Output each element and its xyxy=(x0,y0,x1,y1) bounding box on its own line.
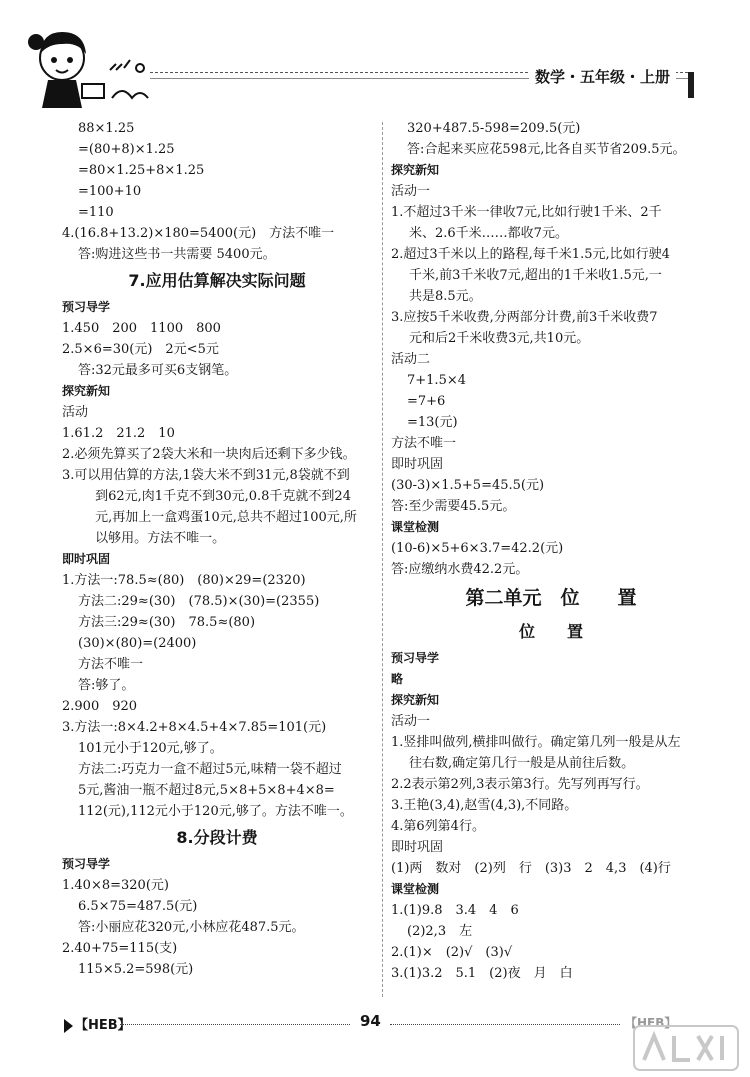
section-label: 预习导学 xyxy=(62,300,111,314)
section-title: 7.应用估算解决实际问题 xyxy=(128,271,306,290)
answer-line: 88×1.25 xyxy=(78,121,135,136)
cartoon-girl-mascot-icon xyxy=(12,18,162,118)
answer-line: (1)两 数对 (2)列 行 (3)3 2 4,3 (4)行 xyxy=(391,861,671,876)
answer-line: 往右数,确定第几行一般是从前往后数。 xyxy=(409,756,635,771)
answer-line: 101元小于120元,够了。 xyxy=(78,741,223,756)
unit-title: 第二单元 位 置 xyxy=(465,587,637,609)
answer-line: 1.竖排叫做列,横排叫做行。确定第几列一般是从左 xyxy=(391,735,681,750)
answer-line: 1.方法一:78.5≈(80) (80)×29=(2320) xyxy=(62,573,306,588)
answer-line: 7+1.5×4 xyxy=(407,373,467,388)
answer-line: 千米,前3千米收7元,超出的1千米收1.5元,一 xyxy=(409,268,662,283)
answer-line: 元和后2千米收费3元,共10元。 xyxy=(409,331,590,346)
answer-line: 1.450 200 1100 800 xyxy=(62,321,221,336)
answer-line: 2.900 920 xyxy=(62,699,138,714)
section-label: 探究新知 xyxy=(62,384,111,398)
answer-line: (10-6)×5+6×3.7=42.2(元) xyxy=(391,541,564,556)
section-label: 预习导学 xyxy=(62,857,111,871)
answer-line: 答:够了。 xyxy=(78,678,135,693)
answer-line: =(80+8)×1.25 xyxy=(78,142,175,157)
answer-line: 答:合起来买应花598元,比各自买节省209.5元。 xyxy=(407,142,686,157)
activity-label: 活动二 xyxy=(391,352,431,367)
header-title: 数学・五年级・上册 xyxy=(529,66,676,87)
section-title: 8.分段计费 xyxy=(176,828,258,847)
answer-line: 答:购进这些书一共需要 5400元。 xyxy=(78,247,276,262)
activity-label: 活动一 xyxy=(391,714,431,729)
answer-line: (30-3)×1.5+5=45.5(元) xyxy=(391,478,545,493)
activity-label: 即时巩固 xyxy=(391,840,444,855)
answer-line: 到62元,肉1千克不到30元,0.8千克就不到24 xyxy=(78,489,351,504)
left-column xyxy=(62,118,372,980)
answer-line: 4.第6列第4行。 xyxy=(391,819,485,834)
answer-line: 方法不唯一 xyxy=(391,436,457,451)
answer-line: 1.不超过3千米一律收7元,比如行驶1千米、2千 xyxy=(391,205,662,220)
answer-line: 略 xyxy=(391,672,404,686)
footer-rule xyxy=(120,1024,350,1025)
answer-line: 答:32元最多可买6支钢笔。 xyxy=(78,363,238,378)
answer-line: 112(元),112元小于120元,够了。方法不唯一。 xyxy=(78,804,353,819)
answer-line: 2.40+75=115(支) xyxy=(62,941,178,956)
answer-line: 方法二:29≈(30) (78.5)×(30)=(2355) xyxy=(78,594,320,609)
answer-line: 4.(16.8+13.2)×180=5400(元) 方法不唯一 xyxy=(62,226,335,241)
activity-label: 即时巩固 xyxy=(391,457,444,472)
section-label: 课堂检测 xyxy=(391,882,440,896)
answer-line: 以够用。方法不唯一。 xyxy=(78,531,226,546)
answer-line: 1.40×8=320(元) xyxy=(62,878,169,893)
answer-line: 方法不唯一 xyxy=(78,657,144,672)
answer-line: =80×1.25+8×1.25 xyxy=(78,163,205,178)
section-label: 即时巩固 xyxy=(62,552,111,566)
answer-line: 方法三:29≈(30) 78.5≈(80) xyxy=(78,615,256,630)
section-label: 预习导学 xyxy=(391,651,440,665)
section-title: 位 置 xyxy=(518,622,583,641)
answer-line: 方法二:巧克力一盒不超过5元,味精一袋不超过 xyxy=(78,762,342,777)
answer-line: 2.(1)× (2)√ (3)√ xyxy=(391,945,513,960)
answer-line: 共是8.5元。 xyxy=(409,289,482,304)
answer-line: 3.(1)3.2 5.1 (2)夜 月 白 xyxy=(391,966,573,981)
page-number: 94 xyxy=(360,1012,381,1030)
answer-line: =13(元) xyxy=(407,415,458,430)
activity-label: 活动一 xyxy=(391,184,431,199)
answer-line: 米、2.6千米……都收7元。 xyxy=(409,226,568,241)
page-header xyxy=(0,0,750,115)
answer-line: =7+6 xyxy=(407,394,446,409)
answer-line: 2.2表示第2列,3表示第3行。先写列再写行。 xyxy=(391,777,649,792)
activity-label: 活动 xyxy=(62,405,89,420)
answer-line: 3.方法一:8×4.2+8×4.5+4×7.85=101(元) xyxy=(62,720,327,735)
answer-line: 115×5.2=598(元) xyxy=(78,962,194,977)
footer-tag-text: 【HEB】 xyxy=(75,1018,131,1033)
answer-line: 3.应按5千米收费,分两部分计费,前3千米收费7 xyxy=(391,310,658,325)
answer-line: 答:应缴纳水费42.2元。 xyxy=(391,562,529,577)
answer-line: 2.必须先算买了2袋大米和一块肉后还剩下多少钱。 xyxy=(62,447,356,462)
answer-line: 2.超过3千米以上的路程,每千米1.5元,比如行驶4 xyxy=(391,247,670,262)
answer-line: 1.61.2 21.2 10 xyxy=(62,426,175,441)
answer-line: =100+10 xyxy=(78,184,142,199)
right-column xyxy=(391,118,711,984)
answer-line: 答:至少需要45.5元。 xyxy=(391,499,516,514)
answer-line: 2.5×6=30(元) 2元<5元 xyxy=(62,342,219,357)
answer-line: 答:小丽应花320元,小林应花487.5元。 xyxy=(78,920,305,935)
footer-rule xyxy=(390,1024,620,1025)
answer-line: 1.(1)9.8 3.4 4 6 xyxy=(391,903,519,918)
answer-line: (2)2,3 左 xyxy=(407,924,473,939)
answer-line: 6.5×75=487.5(元) xyxy=(78,899,198,914)
answer-line: 5元,酱油一瓶不超过8元,5×8+5×8+4×8= xyxy=(78,783,335,798)
footer-tag-right: 【HEB】 xyxy=(625,1016,677,1030)
section-label: 课堂检测 xyxy=(391,520,440,534)
section-label: 探究新知 xyxy=(391,693,440,707)
watermark-logo-icon xyxy=(632,1022,742,1074)
answer-line: 320+487.5-598=209.5(元) xyxy=(407,121,581,136)
answer-line: 元,再加上一盒鸡蛋10元,总共不超过100元,所 xyxy=(78,510,357,525)
answer-line: (30)×(80)=(2400) xyxy=(78,636,197,651)
triangle-marker-icon xyxy=(64,1019,73,1033)
section-label: 探究新知 xyxy=(391,163,440,177)
answer-line: 3.王艳(3,4),赵雪(4,3),不同路。 xyxy=(391,798,578,813)
answer-line: 3.可以用估算的方法,1袋大米不到31元,8袋就不到 xyxy=(62,468,350,483)
column-divider xyxy=(382,122,383,997)
header-edge-mark xyxy=(688,72,694,98)
answer-line: =110 xyxy=(78,205,114,220)
